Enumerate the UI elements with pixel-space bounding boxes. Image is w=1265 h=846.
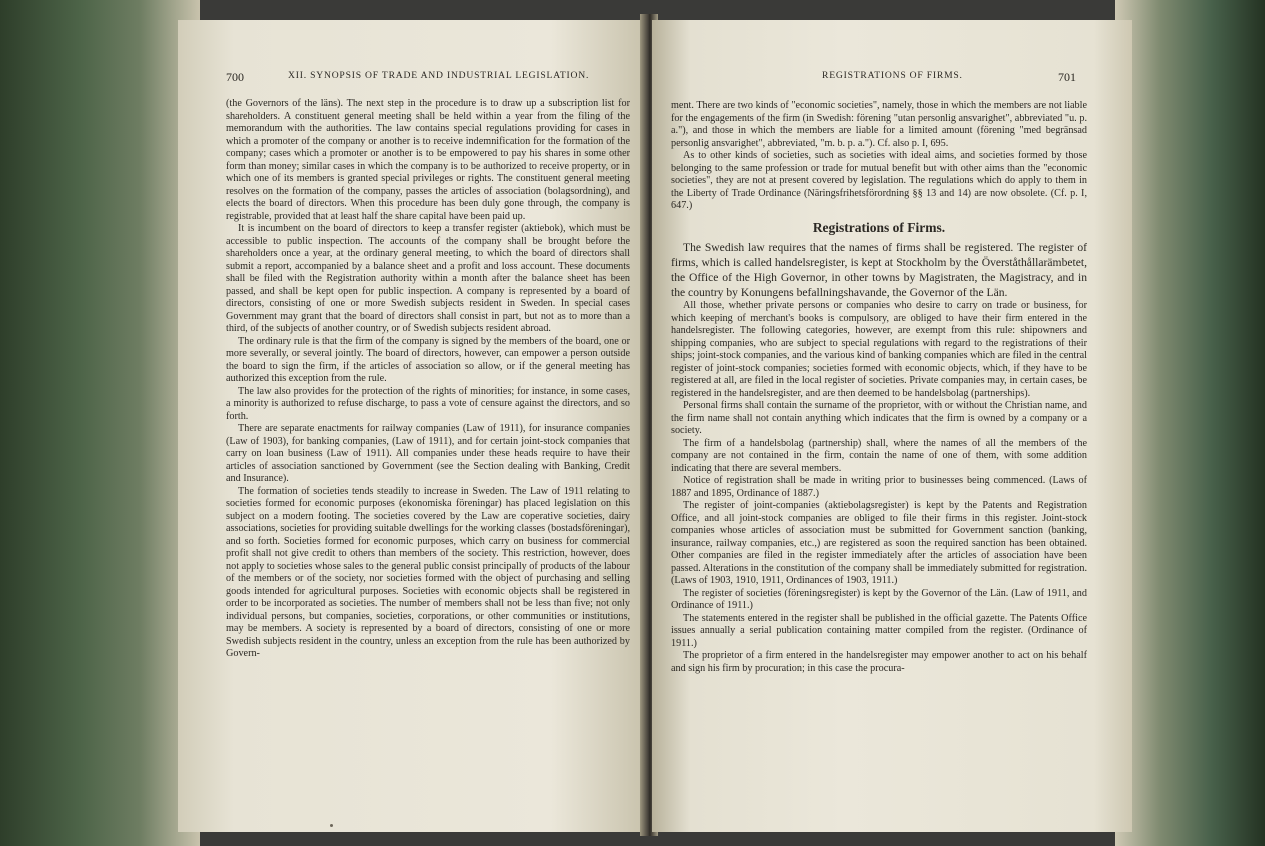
paragraph: The statements entered in the register shall be published in the official gazette. The Patents Office issues annually a serial publication containing matter compiled from the register. (Ordinance of 1911.) — [671, 612, 1087, 649]
right-page-body — [671, 100, 1087, 675]
left-page-body — [226, 98, 630, 661]
page-mark — [330, 824, 333, 827]
left-page — [178, 20, 644, 832]
right-running-head: REGISTRATIONS OF FIRMS. — [822, 70, 963, 81]
paragraph: The register of societies (föreningsregister) is kept by the Governor of the Län. (Law of 1911, and Ordinance of 1911.) — [671, 587, 1087, 611]
paragraph: (the Governors of the läns). The next step in the procedure is to draw up a subscription list for shareholders. A constituent general meeting shall be held within a year from the filing of the memorandum with the authorities. The law contains special regulations providing for cases in which a promoter of the company or another is to receive indemnification for the formation of the company; cases which a promoter or another is to be empowered to pay his shares in some other form than money; similar cases in which the company is to be authorized to receive property, or in which one of its members is granted special privileges or rights. The constituent general meeting resolves on the formation of the company, passes the articles of association (bolagsordning), and elects the board of directors. When this procedure has been duly gone through, the company is registrable, provided that at least half the share capital have been paid up. — [226, 98, 630, 222]
left-running-head: XII. SYNOPSIS OF TRADE AND INDUSTRIAL LEGISLATION. — [288, 70, 590, 81]
paragraph: As to other kinds of societies, such as societies with ideal aims, and societies formed by those belonging to the same profession or trade for mutual benefit but with other aims than the "economic societies", they are not at present covered by legislation. The regulations which do apply to them in the Liberty of Trade Ordinance (Näringsfrihetsförordning §§ 13 and 14) are now obsolete. (Cf. p. I, 647.) — [671, 150, 1087, 211]
paragraph: It is incumbent on the board of directors to keep a transfer register (aktiebok), which must be accessible to public inspection. The accounts of the company shall be brought before the shareholders once a year, at the ordinary general meeting, to which the board of directors shall submit a report, accompanied by a balance sheet and a profit and loss account. These documents shall be filed with the Registration authority within a month after the balance sheet has been passed, and shall be kept open for public inspection. A company is represented by a board of directors, consisting of one or more Swedish subjects resident in Sweden. In special cases Government may grant that the board of directors shall consist in part, but not as to more than a third, of the subjects of another country, or of Swedish subjects resident abroad. — [226, 223, 630, 334]
paragraph: The law also provides for the protection of the rights of minorities; for instance, in some cases, a minority is authorized to refuse discharge, to pass a vote of censure against the directors, and so forth. — [226, 385, 630, 422]
paragraph: All those, whether private persons or companies who desire to carry on trade or business, for which keeping of merchant's books is compulsory, are obliged to have their firm entered in the handelsregister. The following categories, however, are exempt from this rule: shipowners and shipping companies, who are subject to special regulations with regard to the registrations of their ships; joint-stock companies, and the various kind of banking companies which are filed in the central register of joint-stock companies; societies formed with economic objects, which, if they have to be registered at all, are filed in the local register of societies. Private companies may, in certain cases, be registered in the handelsregister, and are then deemed to be handelsbolag (partnerships). — [671, 300, 1087, 399]
paragraph: The firm of a handelsbolag (partnership) shall, where the names of all the members of the company are not contained in the firm, contain the name of one of them, with some addition indicating that there are several members. — [671, 437, 1087, 474]
right-page — [652, 20, 1132, 832]
lead-paragraph-block — [671, 240, 1087, 300]
paragraph: There are separate enactments for railway companies (Law of 1911), for insurance companies (Law of 1903), for banking companies, (Law of 1911), and for certain joint-stock companies that carry on loan business (Law of 1911). All companies under these heads require to have their articles of association sanctioned by Government (see the Section dealing with Banking, Credit and Insurance). — [226, 423, 630, 484]
left-book-cover — [0, 0, 200, 846]
paragraph: ment. There are two kinds of "economic societies", namely, those in which the members are not liable for the engagements of the firm (in Swedish: förening "utan personlig ansvarighet", abbreviated "u. p. a."), and those in which the members are liable for a limited amount (förening "med begränsad personlig ansvarighet", abbreviated, "m. b. p. a."). Cf. also p. I, 695. — [671, 100, 1087, 149]
paragraph: The formation of societies tends steadily to increase in Sweden. The Law of 1911 relating to societies formed for economic purposes (ekonomiska föreningar) has placed legislation on this subject on a modern footing. The societies covered by the Law are coperative societies, dairy associations, societies for providing suitable dwellings for the working classes (bostadsföreningar), and so forth. Societies formed for economic purposes, which carry on business for commercial profit shall not give credit to others than members of the society. This restriction, however, does not apply to societies whose sales to the general public consist principally of products of the labour of the members or of the society, nor societies formed with the object of purchasing and selling goods intended for agricultural purposes. Societies with economic objects shall be registered in order to be incorporated as societies. The number of members shall not be less than five; not only individual persons, but companies, societies, corporations, or other communities or institutions, may be members. A society is represented by a board of directors, consisting of one or more Swedish subjects resident in the country, unless an exception from the rule has been authorized by Govern- — [226, 485, 631, 659]
paragraph: Personal firms shall contain the surname of the proprietor, with or without the Christian name, and the firm name shall not contain anything which indicates that the firm is owned by a company or a society. — [671, 400, 1087, 436]
paragraph: The proprietor of a firm entered in the handelsregister may empower another to act on his behalf and sign his firm by procuration; in this case the procura- — [671, 650, 1087, 674]
left-page-number: 700 — [226, 70, 244, 84]
paragraph: The ordinary rule is that the firm of the company is signed by the members of the board, one or more severally, or several jointly. The board of directors, however, can empower a person outside the board to sign the firm, if the articles of association so allow, or if the general meeting has authorized this exception from the rule. — [226, 335, 630, 384]
right-book-cover — [1115, 0, 1265, 846]
paragraph: Notice of registration shall be made in writing prior to businesses being commenced. (Laws of 1887 and 1895, Ordinance of 1887.) — [671, 475, 1087, 499]
right-page-number: 701 — [1058, 70, 1076, 84]
paragraph: The register of joint-companies (aktiebolagsregister) is kept by the Patents and Registration Office, and all joint-stock companies are obliged to file their firms in this register. Joint-stock companies whose articles of association must be submitted for Government sanction (banking, insurance, railway companies, etc.,) are registered as soon the required sanction has been obtained. Other companies are filed in the register immediately after the articles of association have been passed. Alterations in the constitution of the company shall be immediately submitted for registration. (Laws of 1903, 1910, 1911, Ordinances of 1903, 1911.) — [671, 500, 1087, 586]
lead-paragraph: The Swedish law requires that the names of firms shall be registered. The register of firms, which is called handelsregister, is kept at Stockholm by the Överståthållarämbetet, the Office of the High Governor, in other towns by Magistraten, the Magistracy, and in the country by Konungens befallningshavande, the Governor of the Län. — [671, 241, 1087, 299]
section-heading: Registrations of Firms. — [812, 219, 946, 235]
